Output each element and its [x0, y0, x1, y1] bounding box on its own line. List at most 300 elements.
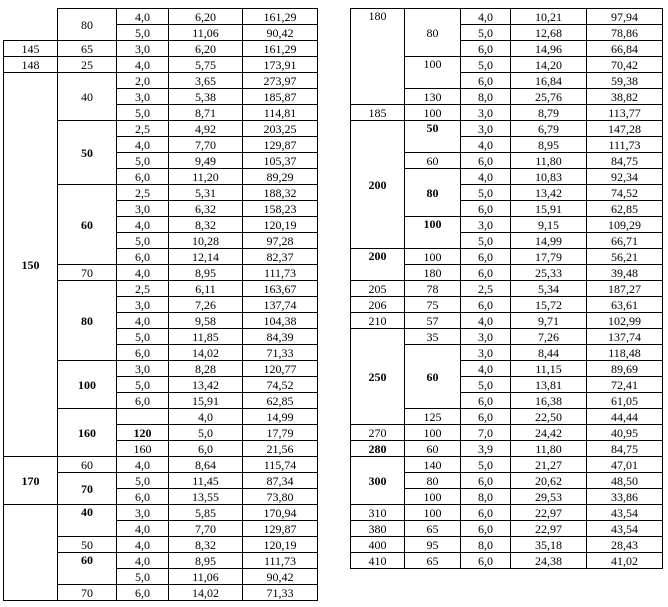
cell-c: 4,0	[461, 313, 511, 329]
cell-e: 120,19	[243, 537, 318, 553]
cell-e: 170,94	[243, 505, 318, 521]
cell-c: 5,0	[117, 473, 169, 489]
cell-e: 158,23	[243, 201, 318, 217]
table-row	[4, 41, 318, 57]
cell-c: 3,0	[461, 121, 511, 137]
cell-e: 114,81	[243, 105, 318, 121]
cell-b: 130	[405, 89, 461, 105]
cell-d: 8,32	[169, 217, 243, 233]
cell-c: 6,0	[461, 553, 511, 569]
cell-e: 66,71	[587, 233, 663, 249]
cell-d: 22,97	[511, 521, 587, 537]
cell-e: 111,73	[243, 265, 318, 281]
cell-c: 4,0	[461, 169, 511, 185]
cell-e: 62,85	[243, 393, 318, 409]
cell-c: 6,0	[461, 297, 511, 313]
cell-d: 5,34	[511, 281, 587, 297]
cell-b: 70	[58, 473, 117, 505]
cell-e: 104,38	[243, 313, 318, 329]
cell-b: 100	[405, 249, 461, 265]
cell-e: 90,42	[243, 569, 318, 585]
cell-b: 60	[58, 553, 117, 585]
cell-d: 13,81	[511, 377, 587, 393]
cell-a: 210	[351, 313, 405, 329]
cell-d: 13,55	[169, 489, 243, 505]
cell-b: 100	[405, 505, 461, 521]
cell-b: 100	[58, 361, 117, 409]
cell-c: 6,0	[461, 409, 511, 425]
cell-d: 11,80	[511, 441, 587, 457]
cell-c: 5,0	[117, 377, 169, 393]
table-row	[351, 329, 663, 345]
cell-c: 6,0	[461, 265, 511, 281]
cell-c: 7,0	[461, 425, 511, 441]
group-cell: 250	[351, 329, 405, 425]
cell-d: 20,62	[511, 473, 587, 489]
cell-c: 6,0	[461, 521, 511, 537]
cell-b: 65	[58, 41, 117, 57]
cell-e: 33,86	[587, 489, 663, 505]
cell-e: 173,91	[243, 57, 318, 73]
table-row	[351, 105, 663, 121]
cell-a: 180	[351, 9, 405, 105]
table-row	[351, 249, 663, 265]
cell-d: 15,91	[511, 201, 587, 217]
cell-c: 5,0	[169, 425, 243, 441]
cell-e: 105,37	[243, 153, 318, 169]
cell-e: 120,77	[243, 361, 318, 377]
cell-e: 118,48	[587, 345, 663, 361]
cell-b: 100	[405, 105, 461, 121]
cell-e: 161,29	[243, 41, 318, 57]
cell-b: 180	[405, 265, 461, 281]
cell-e: 87,34	[243, 473, 318, 489]
cell-c: 4,0	[461, 361, 511, 377]
cell-e: 163,67	[243, 281, 318, 297]
cell-b: 140	[405, 457, 461, 473]
cell-e: 84,75	[587, 153, 663, 169]
cell-e: 84,39	[243, 329, 318, 345]
cell-d: 8,64	[169, 457, 243, 473]
cell-c: 6,0	[117, 393, 169, 409]
cell-e: 71,33	[243, 345, 318, 361]
cell-a: 145	[4, 41, 58, 57]
cell-d: 8,95	[169, 265, 243, 281]
cell-e: 48,50	[587, 473, 663, 489]
cell-c: 5,0	[461, 377, 511, 393]
cell-d: 12,68	[511, 25, 587, 41]
cell-c: 6,0	[117, 169, 169, 185]
cell-b: 40	[58, 73, 117, 121]
cell-e: 111,73	[243, 553, 318, 569]
table-row	[351, 121, 663, 137]
cell-c: 4,0	[169, 409, 243, 425]
table-row	[351, 553, 663, 569]
cell-e: 73,80	[243, 489, 318, 505]
cell-e: 74,52	[243, 377, 318, 393]
group-cell: 170	[4, 457, 58, 505]
cell-d: 8,71	[169, 105, 243, 121]
cell-b: 70	[58, 585, 117, 601]
cell-d: 17,79	[511, 249, 587, 265]
table-row	[351, 9, 663, 25]
cell-d: 11,85	[169, 329, 243, 345]
cell-e: 203,25	[243, 121, 318, 137]
cell-a: 280	[351, 441, 405, 457]
cell-c: 5,0	[117, 153, 169, 169]
cell-e: 41,02	[587, 553, 663, 569]
cell-c: 2,5	[117, 185, 169, 201]
cell-d: 9,15	[511, 217, 587, 233]
cell-b: 78	[405, 281, 461, 297]
cell-c: 3,0	[461, 217, 511, 233]
cell-d: 25,33	[511, 265, 587, 281]
cell-d: 25,76	[511, 89, 587, 105]
cell-e: 137,74	[587, 329, 663, 345]
cell-c: 2,5	[117, 281, 169, 297]
cell-c: 4,0	[117, 217, 169, 233]
group-cell: 300	[351, 457, 405, 505]
table-row	[4, 457, 318, 473]
cell-c: 3,0	[117, 297, 169, 313]
table-row	[351, 297, 663, 313]
cell-a: 310	[351, 505, 405, 521]
cell-d: 22,50	[511, 409, 587, 425]
cell-e: 111,73	[587, 137, 663, 153]
cell-c: 4,0	[117, 313, 169, 329]
cell-c: 6,0	[461, 393, 511, 409]
cell-d: 6,20	[169, 9, 243, 25]
cell-d: 9,49	[169, 153, 243, 169]
cell-c: 4,0	[117, 265, 169, 281]
cell-e: 97,94	[587, 9, 663, 25]
cell-c: 2,0	[117, 73, 169, 89]
table-row	[351, 505, 663, 521]
cell-e: 273,97	[243, 73, 318, 89]
cell-d: 7,70	[169, 521, 243, 537]
cell-d: 8,95	[169, 553, 243, 569]
cell-d: 6,20	[169, 41, 243, 57]
cell-c: 6,0	[461, 153, 511, 169]
cell-d: 21,27	[511, 457, 587, 473]
cell-d: 35,18	[511, 537, 587, 553]
cell-e: 129,87	[243, 137, 318, 153]
cell-e: 161,29	[243, 9, 318, 25]
cell-c: 8,0	[461, 89, 511, 105]
cell-e: 71,33	[243, 585, 318, 601]
cell-c: 4,0	[117, 57, 169, 73]
cell-e: 78,86	[587, 25, 663, 41]
cell-d: 14,99	[243, 409, 318, 425]
cell-c: 3,0	[461, 105, 511, 121]
cell-c: 5,0	[461, 457, 511, 473]
right-data-table	[350, 8, 663, 569]
group-cell: 200	[351, 121, 405, 249]
cell-b: 80	[405, 9, 461, 57]
cell-d: 3,65	[169, 73, 243, 89]
cell-d: 8,32	[169, 537, 243, 553]
cell-c: 3,0	[461, 329, 511, 345]
cell-c: 4,0	[117, 9, 169, 25]
cell-e: 90,42	[243, 25, 318, 41]
cell-b: 50	[58, 121, 117, 185]
cell-e: 129,87	[243, 521, 318, 537]
cell-c: 4,0	[117, 537, 169, 553]
cell-d: 14,02	[169, 585, 243, 601]
cell-c: 4,0	[117, 457, 169, 473]
cell-e: 185,87	[243, 89, 318, 105]
cell-c: 4,0	[461, 9, 511, 25]
table-row	[4, 505, 318, 521]
table-row	[351, 281, 663, 297]
cell-d: 15,72	[511, 297, 587, 313]
cell-b: 75	[405, 297, 461, 313]
cell-d: 5,85	[169, 505, 243, 521]
cell-d: 10,28	[169, 233, 243, 249]
cell-b: 100	[405, 217, 461, 249]
cell-a: 380	[351, 521, 405, 537]
cell-c: 2,5	[117, 121, 169, 137]
cell-a: 400	[351, 537, 405, 553]
cell-d: 6,79	[511, 121, 587, 137]
cell-c: 3,0	[117, 201, 169, 217]
cell-e: 137,74	[243, 297, 318, 313]
cell-b: 50	[58, 537, 117, 553]
cell-a: 200	[351, 249, 405, 281]
cell-b: 70	[58, 265, 117, 281]
cell-d: 7,26	[169, 297, 243, 313]
cell-c: 5,0	[461, 233, 511, 249]
empty-group-cell	[4, 505, 58, 601]
cell-c: 5,0	[461, 25, 511, 41]
cell-b: 80	[405, 169, 461, 217]
table-row	[351, 425, 663, 441]
cell-b: 100	[405, 489, 461, 505]
cell-b: 80	[58, 281, 117, 361]
cell-d: 24,38	[511, 553, 587, 569]
cell-e: 109,29	[587, 217, 663, 233]
cell-d: 5,31	[169, 185, 243, 201]
cell-c: 4,0	[117, 137, 169, 153]
cell-c: 4,0	[117, 521, 169, 537]
cell-b: 25	[58, 57, 117, 73]
cell-d: 9,71	[511, 313, 587, 329]
cell-a: 205	[351, 281, 405, 297]
cell-b: 57	[405, 313, 461, 329]
cell-b: 60	[58, 457, 117, 473]
cell-c: 6,0	[461, 73, 511, 89]
cell-b: 65	[405, 521, 461, 537]
cell-e: 187,27	[587, 281, 663, 297]
cell-e: 59,38	[587, 73, 663, 89]
cell-c: 3,0	[117, 41, 169, 57]
cell-c: 6,0	[461, 41, 511, 57]
cell-d: 29,53	[511, 489, 587, 505]
cell-c: 6,0	[461, 473, 511, 489]
table-row	[4, 9, 318, 25]
cell-b: 60	[405, 345, 461, 409]
cell-e: 84,75	[587, 441, 663, 457]
cell-e: 63,61	[587, 297, 663, 313]
table-row	[351, 521, 663, 537]
cell-b: 80	[405, 473, 461, 489]
cell-e: 115,74	[243, 457, 318, 473]
cell-d: 5,38	[169, 89, 243, 105]
cell-d: 24,42	[511, 425, 587, 441]
cell-b: 35	[405, 329, 461, 345]
cell-e: 39,48	[587, 265, 663, 281]
cell-a: 206	[351, 297, 405, 313]
cell-c: 5,0	[461, 185, 511, 201]
cell-e: 72,41	[587, 377, 663, 393]
cell-e: 70,42	[587, 57, 663, 73]
cell-d: 8,95	[511, 137, 587, 153]
cell-d: 11,06	[169, 25, 243, 41]
cell-d: 16,38	[511, 393, 587, 409]
cell-e: 66,84	[587, 41, 663, 57]
cell-b: 125	[405, 409, 461, 425]
cell-c: 5,0	[117, 25, 169, 41]
group-cell: 150	[4, 73, 58, 457]
cell-e: 40,95	[587, 425, 663, 441]
cell-c: 3,0	[117, 361, 169, 377]
cell-d: 13,42	[169, 377, 243, 393]
cell-e: 44,44	[587, 409, 663, 425]
cell-d: 17,79	[243, 425, 318, 441]
cell-d: 4,92	[169, 121, 243, 137]
cell-c: 5,0	[461, 57, 511, 73]
table-row	[4, 57, 318, 73]
cell-b: 50	[405, 121, 461, 153]
cell-c: 6,0	[169, 441, 243, 457]
cell-e: 97,28	[243, 233, 318, 249]
cell-d: 11,20	[169, 169, 243, 185]
cell-d: 15,91	[169, 393, 243, 409]
cell-c: 5,0	[117, 233, 169, 249]
cell-d: 11,15	[511, 361, 587, 377]
cell-e: 43,54	[587, 505, 663, 521]
cell-e: 147,28	[587, 121, 663, 137]
cell-b: 100	[405, 425, 461, 441]
cell-c: 5,0	[117, 569, 169, 585]
cell-e: 62,85	[587, 201, 663, 217]
cell-c: 6,0	[117, 249, 169, 265]
cell-b: 65	[405, 553, 461, 569]
cell-b: 60	[405, 441, 461, 457]
cell-e: 89,29	[243, 169, 318, 185]
cell-d: 11,80	[511, 153, 587, 169]
cell-b: 60	[405, 153, 461, 169]
cell-d: 22,97	[511, 505, 587, 521]
cell-c: 2,5	[461, 281, 511, 297]
empty-cell	[4, 9, 58, 41]
cell-e: 92,34	[587, 169, 663, 185]
cell-c: 8,0	[461, 537, 511, 553]
cell-c: 4,0	[117, 553, 169, 569]
cell-c: 8,0	[461, 489, 511, 505]
cell-c: 6,0	[117, 585, 169, 601]
table-row	[351, 457, 663, 473]
cell-d: 16,84	[511, 73, 587, 89]
cell-e: 120,19	[243, 217, 318, 233]
cell-d: 5,75	[169, 57, 243, 73]
cell-e: 102,99	[587, 313, 663, 329]
cell-c: 5,0	[117, 105, 169, 121]
cell-c: 5,0	[117, 329, 169, 345]
table-row	[351, 441, 663, 457]
cell-e: 28,43	[587, 537, 663, 553]
cell-c: 6,0	[461, 249, 511, 265]
cell-b: 80	[58, 9, 117, 41]
cell-e: 113,77	[587, 105, 663, 121]
cell-d: 6,32	[169, 201, 243, 217]
cell-a: 148	[4, 57, 58, 73]
cell-d: 8,44	[511, 345, 587, 361]
table-row	[351, 313, 663, 329]
cell-c: 4,0	[461, 137, 511, 153]
cell-e: 74,52	[587, 185, 663, 201]
cell-e: 89,69	[587, 361, 663, 377]
cell-b: 160	[117, 441, 169, 457]
cell-b: 40	[58, 505, 117, 537]
cell-d: 9,58	[169, 313, 243, 329]
cell-d: 21,56	[243, 441, 318, 457]
cell-b	[117, 409, 169, 425]
cell-d: 14,96	[511, 41, 587, 57]
cell-e: 47,01	[587, 457, 663, 473]
cell-c: 3,0	[117, 89, 169, 105]
cell-a: 410	[351, 553, 405, 569]
cell-c: 3,0	[117, 505, 169, 521]
cell-d: 7,70	[169, 137, 243, 153]
table-row	[4, 73, 318, 89]
cell-d: 14,02	[169, 345, 243, 361]
cell-b: 120	[117, 425, 169, 441]
cell-c: 3,0	[461, 345, 511, 361]
cell-b: 60	[58, 185, 117, 265]
group-cell: 160	[58, 409, 117, 457]
left-data-table	[3, 8, 318, 601]
cell-a: 185	[351, 105, 405, 121]
cell-b: 95	[405, 537, 461, 553]
cell-e: 43,54	[587, 521, 663, 537]
cell-d: 8,79	[511, 105, 587, 121]
cell-c: 6,0	[117, 345, 169, 361]
cell-d: 10,21	[511, 9, 587, 25]
cell-c: 6,0	[117, 489, 169, 505]
cell-e: 188,32	[243, 185, 318, 201]
cell-c: 3,9	[461, 441, 511, 457]
cell-d: 8,28	[169, 361, 243, 377]
cell-e: 38,82	[587, 89, 663, 105]
cell-d: 11,06	[169, 569, 243, 585]
cell-d: 11,45	[169, 473, 243, 489]
cell-d: 7,26	[511, 329, 587, 345]
cell-b: 100	[405, 57, 461, 89]
cell-c: 6,0	[461, 201, 511, 217]
cell-d: 12,14	[169, 249, 243, 265]
cell-d: 14,99	[511, 233, 587, 249]
cell-d: 10,83	[511, 169, 587, 185]
cell-c: 6,0	[461, 505, 511, 521]
table-row	[351, 537, 663, 553]
cell-d: 13,42	[511, 185, 587, 201]
cell-e: 61,05	[587, 393, 663, 409]
cell-a: 270	[351, 425, 405, 441]
cell-d: 14,20	[511, 57, 587, 73]
cell-d: 6,11	[169, 281, 243, 297]
cell-e: 56,21	[587, 249, 663, 265]
